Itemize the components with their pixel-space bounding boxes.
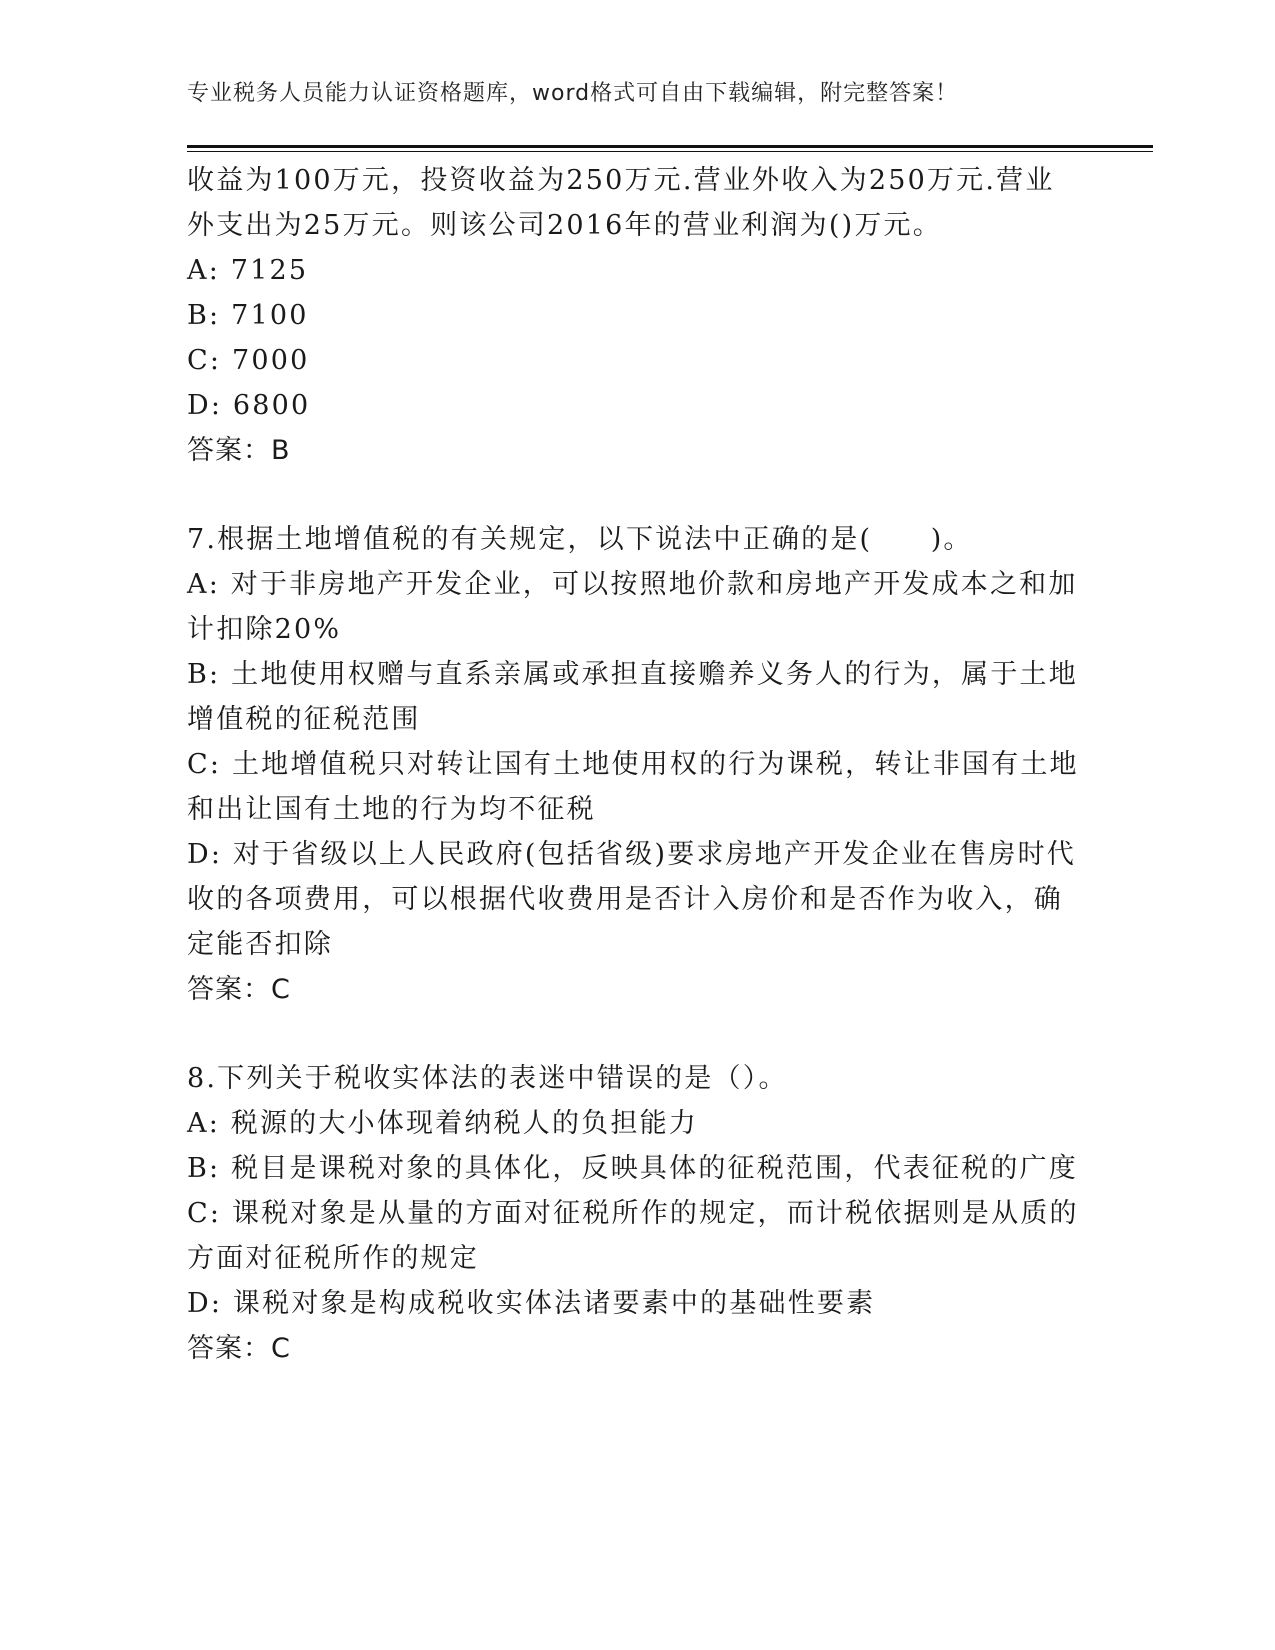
question-6	[187, 158, 1107, 473]
option-line: C: 课税对象是从量的方面对征税所作的规定，而计税依据则是从质的	[187, 1198, 1079, 1229]
option-d: D: 6800	[187, 390, 311, 421]
question-spacer	[187, 1012, 1107, 1056]
answer-line: 答案：C	[187, 1333, 291, 1364]
question-stem-line: 外支出为25万元。则该公司2016年的营业利润为()万元。	[187, 210, 942, 241]
option-line: A: 税源的大小体现着纳税人的负担能力	[187, 1108, 698, 1139]
option-line: D: 课税对象是构成税收实体法诸要素中的基础性要素	[187, 1288, 876, 1319]
question-content	[187, 158, 1107, 1371]
question-stem: 7.根据土地增值税的有关规定，以下说法中正确的是( )。	[187, 524, 973, 555]
answer-line: 答案：B	[187, 435, 291, 466]
option-c: C: 7000	[187, 345, 310, 376]
option-line: 收的各项费用，可以根据代收费用是否计入房价和是否作为收入，确	[187, 884, 1063, 915]
option-line: D: 对于省级以上人民政府(包括省级)要求房地产开发企业在售房时代	[187, 839, 1076, 870]
option-b: B: 7100	[187, 300, 309, 331]
page-header: 专业税务人员能力认证资格题库，word格式可自由下载编辑，附完整答案！	[187, 81, 959, 106]
question-8	[187, 1056, 1107, 1371]
option-a: A: 7125	[187, 255, 309, 286]
header-rule-thick	[187, 145, 1153, 148]
option-line: 和出让国有土地的行为均不征税	[187, 794, 596, 825]
option-line: 方面对征税所作的规定	[187, 1243, 479, 1274]
option-line: B: 土地使用权赠与直系亲属或承担直接赡养义务人的行为，属于土地	[187, 659, 1078, 690]
question-stem-line: 收益为100万元，投资收益为250万元.营业外收入为250万元.营业	[187, 165, 1055, 196]
question-7	[187, 517, 1107, 1012]
option-line: 计扣除20%	[187, 614, 342, 645]
question-spacer	[187, 473, 1107, 517]
option-line: B: 税目是课税对象的具体化，反映具体的征税范围，代表征税的广度	[187, 1153, 1078, 1184]
option-line: C: 土地增值税只对转让国有土地使用权的行为课税，转让非国有土地	[187, 749, 1079, 780]
header-rule-thin	[187, 151, 1153, 152]
option-line: A: 对于非房地产开发企业，可以按照地价款和房地产开发成本之和加	[187, 569, 1078, 600]
question-stem: 8.下列关于税收实体法的表迷中错误的是（）。	[187, 1063, 788, 1094]
option-line: 增值税的征税范围	[187, 704, 421, 735]
option-line: 定能否扣除	[187, 929, 333, 960]
answer-line: 答案：C	[187, 974, 291, 1005]
